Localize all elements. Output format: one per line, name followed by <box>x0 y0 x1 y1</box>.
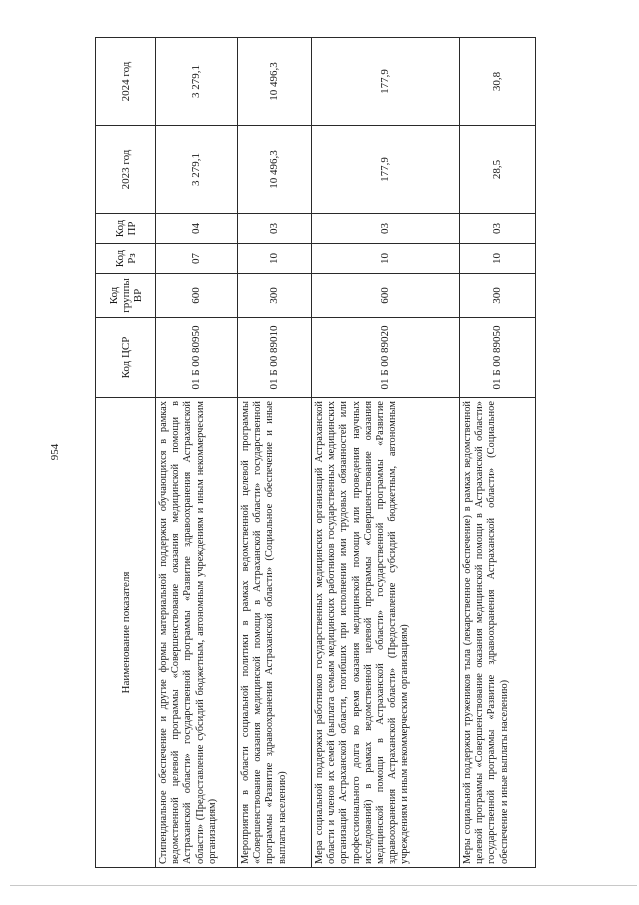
header-csr: Код ЦСР <box>96 318 156 398</box>
row-pr: 03 <box>238 214 312 244</box>
row-year-2024: 3 279,1 <box>156 38 238 126</box>
row-year-2023: 28,5 <box>460 126 536 214</box>
table-row <box>312 38 460 868</box>
row-rz: 10 <box>238 244 312 274</box>
row-pr: 04 <box>156 214 238 244</box>
row-vr: 300 <box>238 274 312 318</box>
row-pr: 03 <box>460 214 536 244</box>
budget-table <box>95 37 536 868</box>
row-csr: 01 Б 00 89010 <box>238 318 312 398</box>
table-row <box>156 38 238 868</box>
row-name: Мероприятия в области социальной политики в рамках ведомственной целевой программы «Совершенствование оказания медицинской помощи в Астраханской области» государственной программы «Развитие здравоохранения Астраханской области» (Социальное обеспечение и иные выплаты населению) <box>238 398 312 868</box>
page-number: 954 <box>49 443 61 461</box>
row-rz: 10 <box>312 244 460 274</box>
table-header-row <box>96 38 156 868</box>
table-row <box>460 38 536 868</box>
row-vr: 300 <box>460 274 536 318</box>
header-pr: Код ПР <box>96 214 156 244</box>
row-name: Стипендиальное обеспечение и другие формы материальной поддержки обучающихся в рамках ведомственной целевой программы «Совершенствование оказания медицинской помощи в Астраханской области» государственной программы «Развитие здравоохранения Астраханской области» (Предоставление субсидий бюджетным, автономным учреждениям и иным некоммерческим организациям) <box>156 398 238 868</box>
row-name: Меры социальной поддержки тружеников тыла (лекарственное обеспечение) в рамках ведомственной целевой программы «Совершенствование оказания медицинской помощи в Астраханской области» государственной программы «Развитие здравоохранения Астраханской области» (Социальное обеспечение и иные выплаты населению) <box>460 398 536 868</box>
row-year-2023: 177,9 <box>312 126 460 214</box>
row-rz: 07 <box>156 244 238 274</box>
row-csr: 01 Б 00 89020 <box>312 318 460 398</box>
row-csr: 01 Б 00 89050 <box>460 318 536 398</box>
row-rz: 10 <box>460 244 536 274</box>
row-vr: 600 <box>156 274 238 318</box>
row-year-2023: 3 279,1 <box>156 126 238 214</box>
bottom-divider <box>10 885 637 886</box>
row-name: Мера социальной поддержки работников государственных медицинских организаций Астраханской области и членов их семей (выплата семьям медицинских работников государственных медицинских организаций Астраханской области, погибших при исполнении ими трудовых обязанностей или профессионального долга во время оказания медицинской помощи или проведения научных исследований) в рамках ведомственной целевой программы «Совершенствование оказания медицинской помощи в Астраханской области» государственной программы «Развитие здравоохранения Астраханской области» (Предоставление субсидий бюджетным, автономным учреждениям и иным некоммерческим организациям) <box>312 398 460 868</box>
row-year-2024: 177,9 <box>312 38 460 126</box>
row-pr: 03 <box>312 214 460 244</box>
row-vr: 600 <box>312 274 460 318</box>
header-vr: Код группы ВР <box>96 274 156 318</box>
header-rz: Код Рз <box>96 244 156 274</box>
rotated-table-container <box>95 38 535 868</box>
table-row <box>238 38 312 868</box>
row-csr: 01 Б 00 80950 <box>156 318 238 398</box>
row-year-2024: 30,8 <box>460 38 536 126</box>
header-name: Наименование показателя <box>96 398 156 868</box>
row-year-2023: 10 496,3 <box>238 126 312 214</box>
header-year-2024: 2024 год <box>96 38 156 126</box>
header-year-2023: 2023 год <box>96 126 156 214</box>
row-year-2024: 10 496,3 <box>238 38 312 126</box>
